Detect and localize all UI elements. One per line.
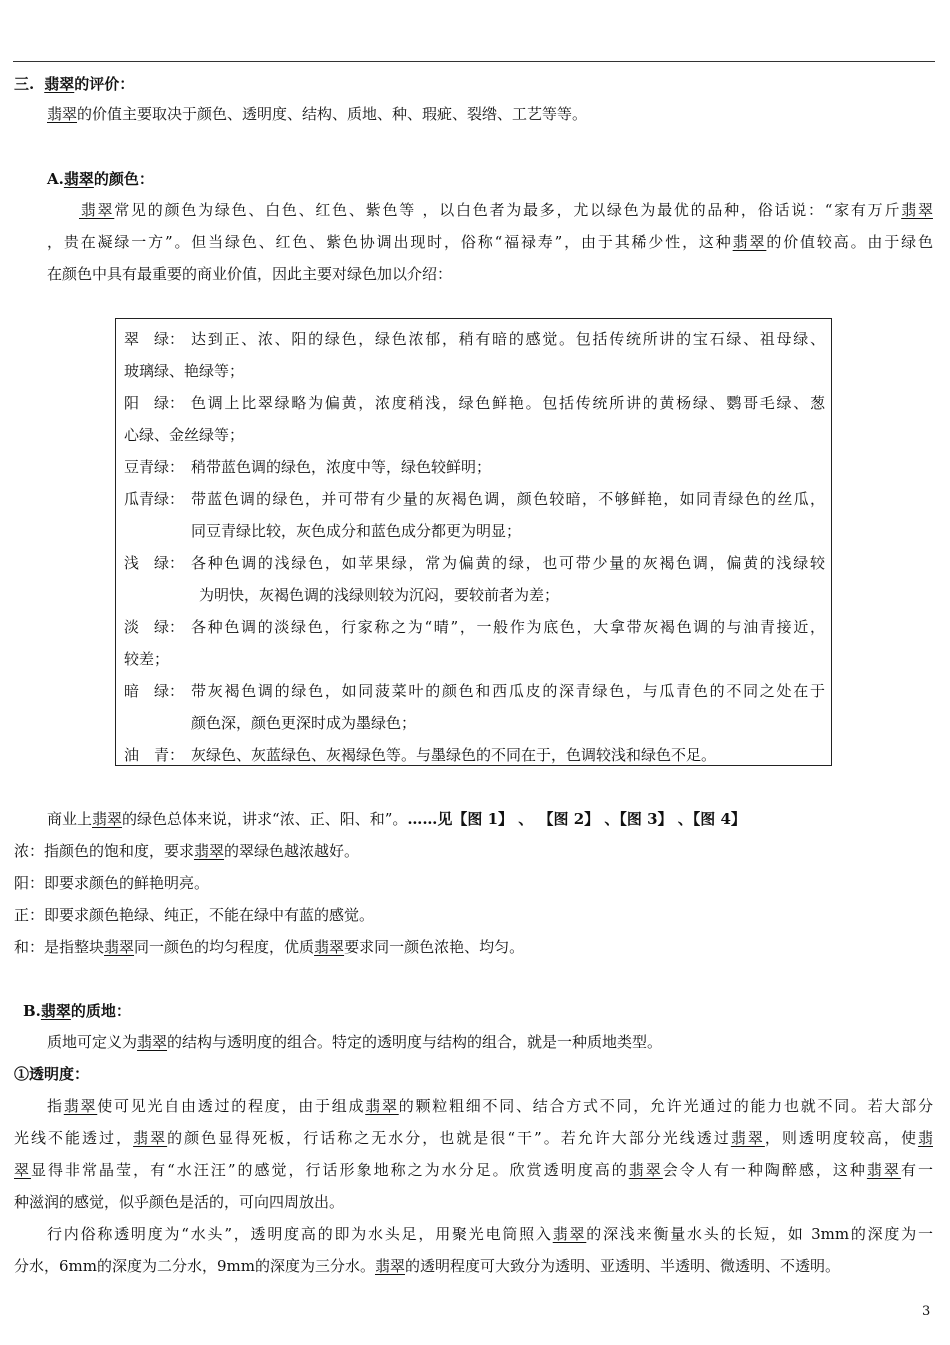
color-paragraph-line-3: 在颜色中具有最重要的商业价值，因此主要对绿色加以介绍： [47, 265, 453, 283]
text: 的透明程度可大致分为透明、亚透明、半透明、微透明、不透明。 [405, 1257, 841, 1275]
term-feicui: 翡翠 [79, 201, 115, 219]
color-desc: 色调上比翠绿略为偏黄，浓度稍浅，绿色鲜艳。包括传统所讲的黄杨绿、鹦哥毛绿、葱 [191, 394, 825, 412]
term-feicui: 翡翠 [901, 201, 933, 219]
term-feicui: 翡翠 [47, 105, 78, 123]
term-feicui: 翡翠 [104, 938, 135, 956]
color-term: 暗 绿： [124, 682, 185, 700]
color-desc: 带蓝色调的绿色，并可带有少量的灰褐色调，颜色较暗，不够鲜艳，如同青绿色的丝瓜， [191, 490, 825, 508]
term-feicui: 翡翠 [552, 1225, 587, 1243]
text: 有一 [900, 1161, 933, 1179]
section-number: 三. [14, 75, 35, 93]
commerce-paragraph [47, 808, 746, 830]
text: 的颜色显得死板，行话称之无水分，也就是很“干”。若允许大部分光线透过 [167, 1129, 731, 1147]
text: 和：是指整块 [14, 938, 105, 956]
term-feicui: 翡翠 [40, 1002, 71, 1020]
term-feicui: 翡翠 [63, 170, 94, 188]
text: ，则透明度较高，使 [764, 1129, 918, 1147]
color-desc-cont: 为明快，灰褐色调的浅绿则较为沉闷，要较前者为差； [199, 586, 560, 604]
color-term: 阳 绿： [124, 394, 185, 412]
transparency-line-4: 种滋润的感觉，似乎颜色是活的，可向四周放出。 [14, 1193, 345, 1211]
term-feicui: 翡翠 [730, 1129, 765, 1147]
term-feicui: 翡翠 [866, 1161, 901, 1179]
color-desc: 灰绿色、灰蓝绿色、灰褐绿色等。与墨绿色的不同在于，色调较浅和绿色不足。 [191, 746, 717, 764]
def-zheng: 正：即要求颜色艳绿、纯正，不能在绿中有蓝的感觉。 [14, 906, 375, 924]
text: 会令人有一种陶醉感，这种 [662, 1161, 867, 1179]
text: 指 [47, 1097, 64, 1115]
color-paragraph-line-1 [47, 199, 933, 221]
term-feicui: 翡翠 [365, 1097, 399, 1115]
text: 同一颜色的均匀程度，优质 [134, 938, 315, 956]
term-feicui: 翡翠 [63, 1097, 98, 1115]
transparency-line-2 [14, 1127, 933, 1149]
subsection-letter: B. [23, 1002, 41, 1020]
text: 的深浅来衡量水头的长短，如 3mm的深度为一 [586, 1225, 933, 1243]
water-line-1 [47, 1223, 933, 1245]
term-feicui: 翡翠 [44, 75, 75, 93]
text: 光线不能透过， [14, 1129, 134, 1147]
heading-text: 的评价： [74, 75, 135, 93]
color-desc: 各种色调的浅绿色，如苹果绿，常为偏黄的绿，也可带少量的灰褐色调，偏黄的浅绿较 [191, 554, 825, 572]
text: 使可见光自由透过的程度，由于组成 [97, 1097, 366, 1115]
color-desc-cont: 玻璃绿、艳绿等； [124, 362, 245, 380]
text: 要求同一颜色浓艳、均匀。 [344, 938, 525, 956]
text: 的价值较高。由于绿色 [766, 233, 933, 251]
term-feicui: 翡 [917, 1129, 933, 1147]
transparency-heading: ①透明度： [14, 1065, 90, 1083]
texture-definition [47, 1031, 662, 1053]
color-desc-cont: 颜色深，颜色更深时成为墨绿色； [191, 714, 417, 732]
water-line-2 [14, 1255, 840, 1277]
color-desc-cont: 较差； [124, 650, 170, 668]
text: 的结构与透明度的组合。特定的透明度与结构的组合，就是一种质地类型。 [167, 1033, 663, 1051]
color-desc: 带灰褐色调的绿色，如同菠菜叶的颜色和西瓜皮的深青绿色，与瓜青色的不同之处在于 [191, 682, 825, 700]
subsection-a-heading [47, 168, 154, 190]
term-feicui: 翡翠 [628, 1161, 663, 1179]
color-term: 淡 绿： [124, 618, 185, 636]
text: 显得非常晶莹，有“水汪汪”的感觉，行话形象地称之为水分足。欣赏透明度高的 [31, 1161, 629, 1179]
color-term: 浅 绿： [124, 554, 185, 572]
figure-references: ……见【图 1】 、 【图 2】 、【图 3】 、【图 4】 [407, 810, 746, 828]
term-feicui: 翡翠 [133, 1129, 168, 1147]
subsection-b-heading [23, 1000, 131, 1022]
intro-paragraph [47, 103, 587, 125]
text: 的翠绿色越浓越好。 [224, 842, 360, 860]
text: 常见的颜色为绿色、白色、红色、紫色等 ，以白色者为最多，尤以绿色为最优的品种，俗话说：“家有万斤 [114, 201, 902, 219]
term-feicui: 翡翠 [194, 842, 225, 860]
color-term: 油 青： [124, 746, 185, 764]
transparency-line-1 [47, 1095, 933, 1117]
color-term: 翠 绿： [124, 330, 185, 348]
text: ，贵在凝绿一方”。但当绿色、红色、紫色协调出现时，俗称“福禄寿”，由于其稀少性，这种 [47, 233, 733, 251]
intro-text: 的价值主要取决于颜色、透明度、结构、质地、种、瑕疵、裂绺、工艺等等。 [77, 105, 588, 123]
def-nong [14, 840, 359, 862]
text: 分水，6mm的深度为二分水，9mm的深度为三分水。 [14, 1257, 375, 1275]
color-term: 豆青绿： [124, 458, 185, 476]
term-feicui: 翡翠 [92, 810, 123, 828]
text: 的绿色总体来说，讲求“浓、正、阳、和”。 [122, 810, 408, 828]
section-heading [14, 73, 134, 95]
color-desc-cont: 心绿、金丝绿等； [124, 426, 245, 444]
page-number: 3 [922, 1304, 931, 1319]
heading-text: 的质地： [70, 1002, 131, 1020]
color-desc: 稍带蓝色调的绿色，浓度中等，绿色较鲜明； [191, 458, 492, 476]
header-rule [13, 61, 935, 62]
color-paragraph-line-2 [47, 231, 933, 253]
heading-text: 的颜色： [93, 170, 154, 188]
text: 浓：指颜色的饱和度，要求 [14, 842, 195, 860]
text: 商业上 [47, 810, 93, 828]
text: 行内俗称透明度为“水头”，透明度高的即为水头足，用聚光电筒照入 [47, 1225, 553, 1243]
text: 质地可定义为 [47, 1033, 138, 1051]
color-desc: 各种色调的淡绿色，行家称之为“晴”，一般作为底色，大拿带灰褐色调的与油青接近， [191, 618, 825, 636]
term-feicui: 翡翠 [374, 1257, 405, 1275]
def-yang: 阳：即要求颜色的鲜艳明亮。 [14, 874, 210, 892]
transparency-line-3 [14, 1159, 933, 1181]
color-term: 瓜青绿： [124, 490, 185, 508]
term-feicui: 翠 [14, 1161, 32, 1179]
color-desc-cont: 同豆青绿比较，灰色成分和蓝色成分都更为明显； [191, 522, 522, 540]
term-feicui: 翡翠 [137, 1033, 168, 1051]
subsection-letter: A. [47, 170, 64, 188]
text: 的颗粒粗细不同、结合方式不同，允许光通过的能力也就不同。若大部分 [398, 1097, 933, 1115]
term-feicui: 翡翠 [314, 938, 345, 956]
term-feicui: 翡翠 [732, 233, 767, 251]
def-he [14, 936, 524, 958]
color-desc: 达到正、浓、阳的绿色，绿色浓郁，稍有暗的感觉。包括传统所讲的宝石绿、祖母绿、 [191, 330, 825, 348]
